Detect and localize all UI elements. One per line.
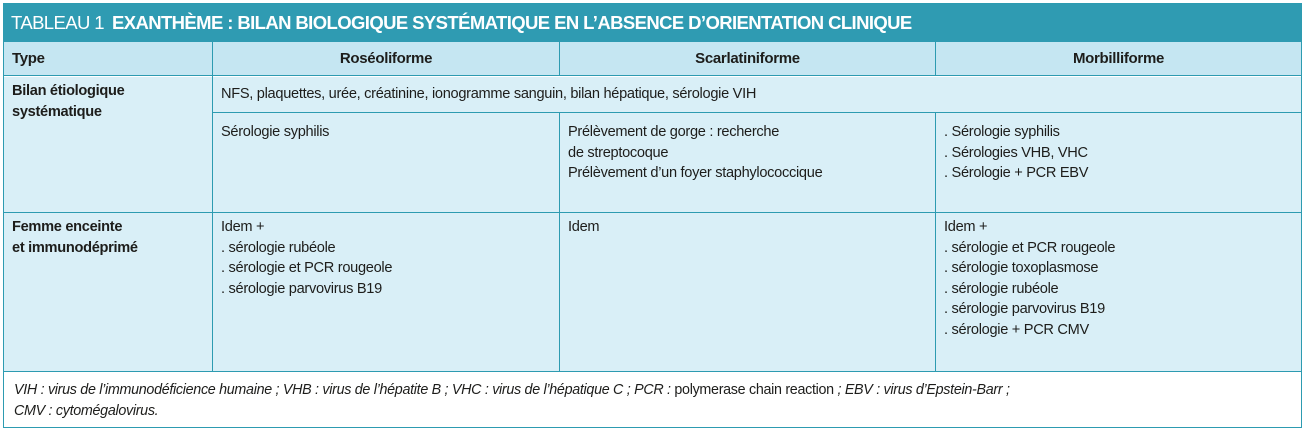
bilan-common-cell: NFS, plaquettes, urée, créatinine, ionogramme sanguin, bilan hépatique, sérologie VIH bbox=[213, 77, 1301, 112]
table-footnote bbox=[4, 372, 1301, 427]
table-title: EXANTHÈME : BILAN BIOLOGIQUE SYSTÉMATIQUE EN L’ABSENCE D’ORIENTATION CLINIQUE bbox=[111, 12, 912, 33]
bilan-morbilliforme-cell: . Sérologie syphilis . Sérologies VHB, VHC . Sérologie + PCR EBV bbox=[936, 113, 1301, 212]
row-divider bbox=[212, 112, 1301, 113]
header-type: Type bbox=[4, 42, 212, 76]
row-divider bbox=[4, 212, 1301, 213]
row-label-femme: Femme enceinte et immunodéprimé bbox=[4, 213, 212, 371]
column-divider bbox=[559, 42, 560, 76]
column-divider bbox=[559, 112, 560, 372]
femme-roseoliforme-cell: Idem + . sérologie rubéole . sérologie et PCR rougeole . sérologie parvovirus B19 bbox=[213, 213, 559, 371]
column-divider bbox=[935, 112, 936, 372]
row-label-bilan: Bilan étiologique systématique bbox=[4, 77, 212, 212]
header-roseoliforme: Roséoliforme bbox=[213, 42, 559, 76]
bilan-scarlatiniforme-cell: Prélèvement de gorge : recherche de streptocoque Prélèvement d’un foyer staphylococcique bbox=[560, 113, 935, 212]
column-divider bbox=[212, 42, 213, 372]
header-scarlatiniforme: Scarlatiniforme bbox=[560, 42, 935, 76]
table-title-bar bbox=[4, 4, 1301, 42]
footnote-line-2: CMV : cytomégalovirus. bbox=[14, 403, 159, 419]
column-divider bbox=[935, 42, 936, 76]
table-1 bbox=[3, 3, 1302, 428]
footnote-line-1: VIH : virus de l’immunodéficience humaine ; VHB : virus de l’hépatite B ; VHC : virus de l’hépatique C ; PCR : polymerase chain reaction ; EBV : virus d’Epstein-Barr ; bbox=[14, 382, 1010, 398]
bilan-roseoliforme-cell: Sérologie syphilis bbox=[213, 113, 559, 212]
femme-scarlatiniforme-cell: Idem bbox=[560, 213, 935, 371]
header-morbilliforme: Morbilliforme bbox=[936, 42, 1301, 76]
femme-morbilliforme-cell: Idem + . sérologie et PCR rougeole . sérologie toxoplasmose . sérologie rubéole . sérologie parvovirus B19 . sérologie + PCR CMV bbox=[936, 213, 1301, 371]
table-label: TABLEAU 1 bbox=[11, 12, 104, 33]
